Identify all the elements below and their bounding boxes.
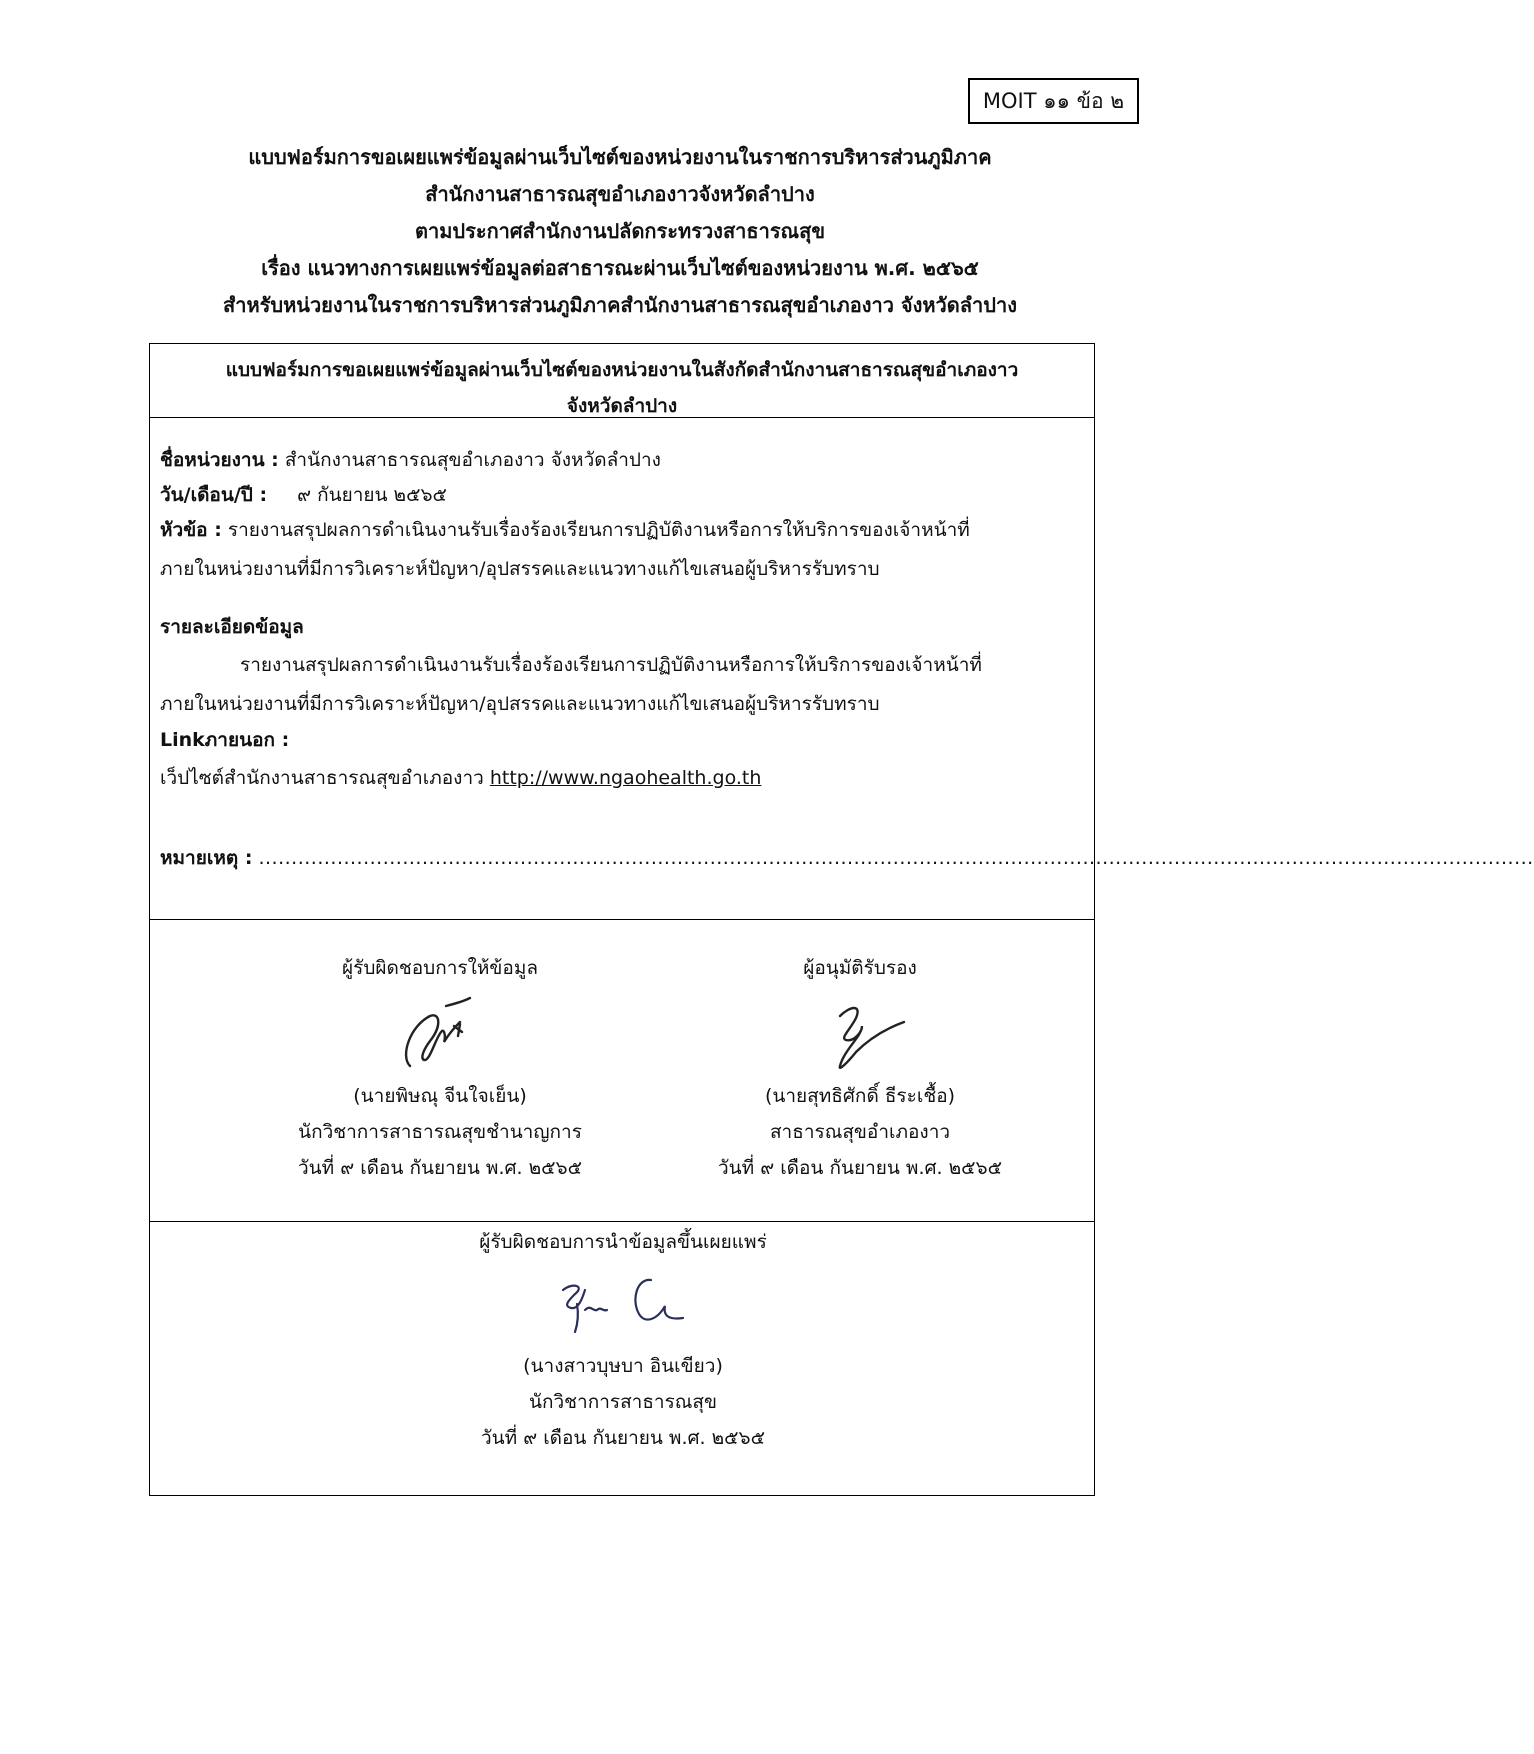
link-label: Linkภายนอก : [160, 729, 290, 751]
unit-row [160, 446, 661, 474]
header-line-2: สำนักงานสาธารณสุขอำเภองาวจังหวัดลำปาง [425, 182, 815, 206]
form-code-tag: MOIT ๑๑ ข้อ ๒ [968, 78, 1139, 124]
date-label: วัน/เดือน/ปี : [160, 484, 268, 506]
form-title-line-2: จังหวัดลำปาง [566, 395, 678, 417]
topic-row [160, 516, 970, 544]
date-row [160, 481, 447, 509]
details-line-2: ภายในหน่วยงานที่มีการวิเคราะห์ปัญหา/อุปสรรคและแนวทางแก้ไขเสนอผู้บริหารรับทราบ [160, 693, 880, 715]
sig-left-name: (นายพิษณุ จีนใจเย็น) [353, 1085, 527, 1107]
divider [150, 417, 1094, 418]
unit-label: ชื่อหน่วยงาน : [160, 449, 279, 471]
sig-bottom-role: ผู้รับผิดชอบการนำข้อมูลขึ้นเผยแพร่ [479, 1231, 767, 1253]
form-box [149, 343, 1534, 1496]
signature-left-image [380, 986, 500, 1078]
details-line-1: รายงานสรุปผลการดำเนินงานรับเรื่องร้องเรียนการปฏิบัติงานหรือการให้บริการของเจ้าหน้าที่ [240, 654, 982, 676]
sig-left-position: นักวิชาการสาธารณสุขชำนาญการ [298, 1121, 582, 1143]
website-row [160, 764, 761, 792]
sig-right-role: ผู้อนุมัติรับรอง [803, 957, 917, 979]
divider [150, 1221, 1094, 1222]
sig-right-date: วันที่ ๙ เดือน กันยายน พ.ศ. ๒๕๖๕ [718, 1157, 1002, 1179]
sig-bottom-name: (นางสาวบุษบา อินเขียว) [523, 1355, 723, 1377]
signature-block-left [230, 950, 650, 1186]
date-value: ๙ กันยายน ๒๕๖๕ [297, 484, 447, 506]
header-line-1: แบบฟอร์มการขอเผยแพร่ข้อมูลผ่านเว็บไซต์ของหน่วยงานในราชการบริหารส่วนภูมิภาค [248, 145, 992, 169]
topic-value: รายงานสรุปผลการดำเนินงานรับเรื่องร้องเรียนการปฏิบัติงานหรือการให้บริการของเจ้าหน้าที่ [227, 519, 970, 541]
website-link[interactable]: http://www.ngaohealth.go.th [489, 767, 762, 789]
unit-value: สำนักงานสาธารณสุขอำเภองาว จังหวัดลำปาง [284, 449, 661, 471]
sig-bottom-position: นักวิชาการสาธารณสุข [528, 1391, 718, 1413]
form-title [150, 352, 1094, 424]
header-line-5: สำหรับหน่วยงานในราชการบริหารส่วนภูมิภาคสำนักงานสาธารณสุขอำเภองาว จังหวัดลำปาง [223, 293, 1017, 317]
topic-row-2: ภายในหน่วยงานที่มีการวิเคราะห์ปัญหา/อุปสรรคและแนวทางแก้ไขเสนอผู้บริหารรับทราบ [160, 558, 880, 580]
sig-left-date: วันที่ ๙ เดือน กันยายน พ.ศ. ๒๕๖๕ [298, 1157, 582, 1179]
signature-block-right [650, 950, 1070, 1186]
note-label: หมายเหตุ : [160, 847, 253, 869]
signature-right-image [800, 986, 920, 1078]
website-text: เว็ปไซต์สำนักงานสาธารณสุขอำเภองาว [160, 767, 484, 789]
signature-block-bottom [413, 1224, 833, 1456]
sig-right-position: สาธารณสุขอำเภองาว [769, 1121, 951, 1143]
form-title-line-1: แบบฟอร์มการขอเผยแพร่ข้อมูลผ่านเว็บไซต์ของหน่วยงานในสังกัดสำนักงานสาธารณสุขอำเภองาว [225, 359, 1019, 381]
header-line-3: ตามประกาศสำนักงานปลัดกระทรวงสาธารณสุข [414, 219, 825, 243]
signature-bottom-image [533, 1260, 713, 1348]
details-label: รายละเอียดข้อมูล [160, 616, 304, 638]
divider [150, 919, 1094, 920]
sig-left-role: ผู้รับผิดชอบการให้ข้อมูล [342, 957, 538, 979]
note-dots: ................................................................................................................................................................................................... [258, 847, 1534, 869]
sig-right-name: (นายสุทธิศักดิ์ ธีระเชื้อ) [764, 1085, 956, 1107]
topic-label: หัวข้อ : [160, 519, 222, 541]
note-row [160, 844, 1534, 872]
sig-bottom-date: วันที่ ๙ เดือน กันยายน พ.ศ. ๒๕๖๕ [481, 1427, 765, 1449]
header-line-4: เรื่อง แนวทางการเผยแพร่ข้อมูลต่อสาธารณะผ่านเว็บไซต์ของหน่วยงาน พ.ศ. ๒๕๖๕ [261, 256, 979, 280]
